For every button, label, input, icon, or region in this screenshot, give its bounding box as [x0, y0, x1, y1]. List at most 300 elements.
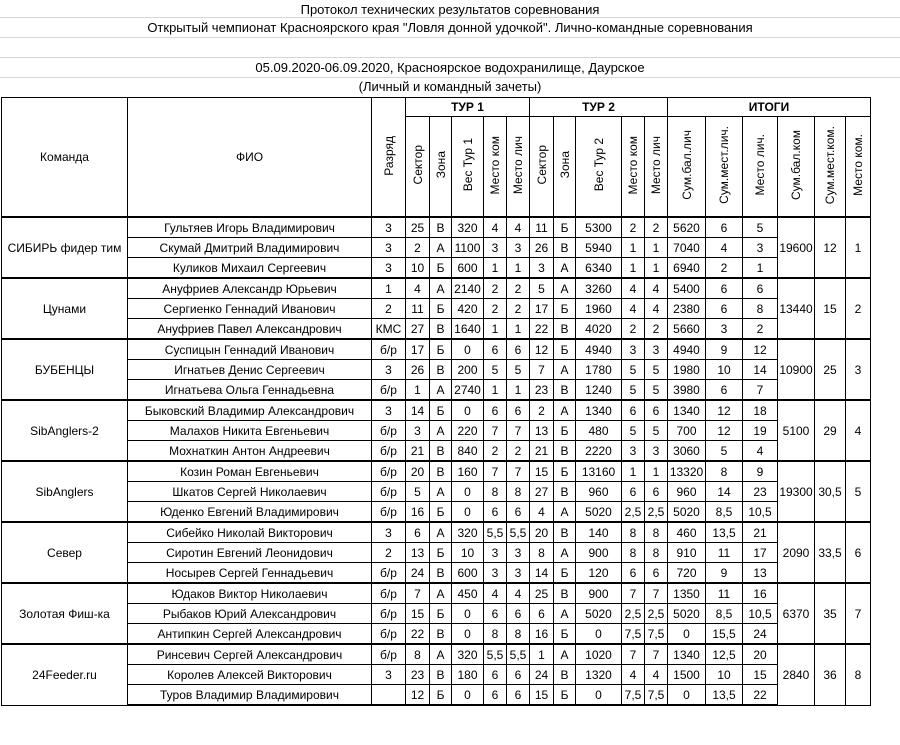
zone1-cell[interactable]: Б: [430, 604, 452, 624]
weight2-cell[interactable]: 5300: [576, 217, 622, 238]
weight2-cell[interactable]: 1960: [576, 299, 622, 319]
athlete-name-cell[interactable]: Гультяев Игорь Владимирович: [128, 217, 372, 238]
col-teampts-header[interactable]: Сум.бал.ком: [778, 117, 815, 218]
zone2-cell[interactable]: В: [554, 238, 576, 258]
place1-cell[interactable]: 7: [507, 421, 530, 441]
teamplace2-cell[interactable]: 1: [622, 461, 645, 482]
rank-cell[interactable]: б/р: [372, 502, 406, 523]
teamplace2-cell[interactable]: 8: [622, 543, 645, 563]
team-name-cell[interactable]: СИБИРЬ фидер тим: [2, 217, 128, 278]
place-cell[interactable]: 17: [743, 543, 778, 563]
zone2-cell[interactable]: В: [554, 319, 576, 340]
col-place2-header[interactable]: Место лич: [645, 117, 668, 218]
team-name-cell[interactable]: Цунами: [2, 278, 128, 339]
zone2-cell[interactable]: Б: [554, 299, 576, 319]
place1-cell[interactable]: 3: [507, 543, 530, 563]
sum-points-cell[interactable]: 1980: [668, 360, 706, 380]
place1-cell[interactable]: 8: [507, 482, 530, 502]
rank-cell[interactable]: 3: [372, 238, 406, 258]
weight2-cell[interactable]: 5020: [576, 502, 622, 523]
athlete-name-cell[interactable]: Быковский Владимир Александрович: [128, 400, 372, 421]
place-cell[interactable]: 2: [743, 319, 778, 340]
place2-cell[interactable]: 2,5: [645, 604, 668, 624]
team-points-cell[interactable]: 19600: [778, 217, 815, 278]
athlete-name-cell[interactable]: Юденко Евгений Владимирович: [128, 502, 372, 523]
weight1-cell[interactable]: 0: [452, 502, 484, 523]
col-placeind-header[interactable]: Место лич.: [743, 117, 778, 218]
weight2-cell[interactable]: 480: [576, 421, 622, 441]
sum-places-cell[interactable]: 14: [706, 482, 743, 502]
sum-points-cell[interactable]: 5400: [668, 278, 706, 299]
place2-cell[interactable]: 6: [645, 400, 668, 421]
place1-cell[interactable]: 2: [507, 299, 530, 319]
place1-cell[interactable]: 6: [507, 685, 530, 706]
teamplace2-cell[interactable]: 2,5: [622, 502, 645, 523]
place1-cell[interactable]: 5: [507, 360, 530, 380]
zone2-cell[interactable]: А: [554, 400, 576, 421]
rank-cell[interactable]: б/р: [372, 604, 406, 624]
zone2-cell[interactable]: А: [554, 604, 576, 624]
weight1-cell[interactable]: 0: [452, 482, 484, 502]
teamplace1-cell[interactable]: 6: [484, 339, 507, 360]
zone2-cell[interactable]: А: [554, 502, 576, 523]
place-cell[interactable]: 14: [743, 360, 778, 380]
sector1-cell[interactable]: 20: [406, 461, 430, 482]
teamplace1-cell[interactable]: 1: [484, 319, 507, 340]
sum-points-cell[interactable]: 1350: [668, 583, 706, 604]
team-name-cell[interactable]: БУБЕНЦЫ: [2, 339, 128, 400]
zone1-cell[interactable]: А: [430, 522, 452, 543]
team-place-cell[interactable]: 8: [846, 644, 871, 705]
sector2-cell[interactable]: 27: [530, 482, 554, 502]
teamplace1-cell[interactable]: 8: [484, 482, 507, 502]
teamplace1-cell[interactable]: 5,5: [484, 522, 507, 543]
place1-cell[interactable]: 1: [507, 319, 530, 340]
team-points-cell[interactable]: 10900: [778, 339, 815, 400]
place1-cell[interactable]: 3: [507, 563, 530, 584]
place-cell[interactable]: 10,5: [743, 604, 778, 624]
weight1-cell[interactable]: 0: [452, 685, 484, 706]
zone1-cell[interactable]: В: [430, 665, 452, 685]
rank-cell[interactable]: [372, 685, 406, 706]
sum-places-cell[interactable]: 6: [706, 217, 743, 238]
teamplace2-cell[interactable]: 8: [622, 522, 645, 543]
weight1-cell[interactable]: 180: [452, 665, 484, 685]
sum-places-cell[interactable]: 6: [706, 278, 743, 299]
zone1-cell[interactable]: Б: [430, 299, 452, 319]
zone1-cell[interactable]: Б: [430, 502, 452, 523]
weight2-cell[interactable]: 1320: [576, 665, 622, 685]
place2-cell[interactable]: 7: [645, 644, 668, 665]
sector2-cell[interactable]: 12: [530, 339, 554, 360]
championship-title[interactable]: Открытый чемпионат Красноярского края "Ловля донной удочкой". Лично-командные соревнования: [147, 20, 753, 35]
weight1-cell[interactable]: 600: [452, 258, 484, 279]
sum-points-cell[interactable]: 0: [668, 685, 706, 706]
sector1-cell[interactable]: 8: [406, 644, 430, 665]
sum-points-cell[interactable]: 13320: [668, 461, 706, 482]
sum-points-cell[interactable]: 1500: [668, 665, 706, 685]
zone2-cell[interactable]: А: [554, 644, 576, 665]
zone1-cell[interactable]: В: [430, 441, 452, 462]
place2-cell[interactable]: 8: [645, 522, 668, 543]
team-places-cell[interactable]: 15: [815, 278, 846, 339]
teamplace1-cell[interactable]: 2: [484, 299, 507, 319]
teamplace2-cell[interactable]: 6: [622, 563, 645, 584]
rank-cell[interactable]: б/р: [372, 644, 406, 665]
zone2-cell[interactable]: Б: [554, 563, 576, 584]
weight1-cell[interactable]: 0: [452, 624, 484, 645]
rank-cell[interactable]: б/р: [372, 421, 406, 441]
rank-cell[interactable]: б/р: [372, 583, 406, 604]
place1-cell[interactable]: 6: [507, 604, 530, 624]
sector2-cell[interactable]: 23: [530, 380, 554, 401]
athlete-name-cell[interactable]: Игнатьев Денис Сергеевич: [128, 360, 372, 380]
sum-places-cell[interactable]: 12: [706, 421, 743, 441]
teamplace1-cell[interactable]: 4: [484, 583, 507, 604]
sum-points-cell[interactable]: 460: [668, 522, 706, 543]
place2-cell[interactable]: 5: [645, 421, 668, 441]
team-places-cell[interactable]: 25: [815, 339, 846, 400]
zone1-cell[interactable]: В: [430, 217, 452, 238]
sector2-cell[interactable]: 5: [530, 278, 554, 299]
col-teamplace2-header[interactable]: Место ком: [622, 117, 645, 218]
teamplace2-cell[interactable]: 1: [622, 238, 645, 258]
sector2-cell[interactable]: 8: [530, 543, 554, 563]
team-points-cell[interactable]: 19300: [778, 461, 815, 522]
team-place-cell[interactable]: 5: [846, 461, 871, 522]
sector2-cell[interactable]: 3: [530, 258, 554, 279]
sector2-cell[interactable]: 14: [530, 563, 554, 584]
col-zone2-header[interactable]: Зона: [554, 117, 576, 218]
tour2-header[interactable]: ТУР 2: [530, 98, 668, 117]
place-cell[interactable]: 23: [743, 482, 778, 502]
team-place-cell[interactable]: 7: [846, 583, 871, 644]
sector1-cell[interactable]: 10: [406, 258, 430, 279]
weight2-cell[interactable]: 4020: [576, 319, 622, 340]
totals-header[interactable]: ИТОГИ: [668, 98, 871, 117]
place2-cell[interactable]: 8: [645, 543, 668, 563]
sum-places-cell[interactable]: 11: [706, 543, 743, 563]
zone2-cell[interactable]: Б: [554, 685, 576, 706]
teamplace2-cell[interactable]: 4: [622, 665, 645, 685]
team-places-cell[interactable]: 35: [815, 583, 846, 644]
team-points-cell[interactable]: 13440: [778, 278, 815, 339]
zone2-cell[interactable]: В: [554, 380, 576, 401]
sector1-cell[interactable]: 12: [406, 685, 430, 706]
sum-points-cell[interactable]: 5020: [668, 604, 706, 624]
zone1-cell[interactable]: Б: [430, 685, 452, 706]
place1-cell[interactable]: 8: [507, 624, 530, 645]
weight1-cell[interactable]: 10: [452, 543, 484, 563]
place-cell[interactable]: 15: [743, 665, 778, 685]
teamplace1-cell[interactable]: 6: [484, 685, 507, 706]
rank-cell[interactable]: 3: [372, 258, 406, 279]
team-place-cell[interactable]: 1: [846, 217, 871, 278]
sector2-cell[interactable]: 15: [530, 685, 554, 706]
col-sector1-header[interactable]: Сектор: [406, 117, 430, 218]
sector1-cell[interactable]: 17: [406, 339, 430, 360]
zone2-cell[interactable]: В: [554, 441, 576, 462]
sum-points-cell[interactable]: 910: [668, 543, 706, 563]
weight2-cell[interactable]: 1240: [576, 380, 622, 401]
zone1-cell[interactable]: В: [430, 360, 452, 380]
weight1-cell[interactable]: 1640: [452, 319, 484, 340]
weight1-cell[interactable]: 200: [452, 360, 484, 380]
sum-places-cell[interactable]: 8,5: [706, 502, 743, 523]
zone2-cell[interactable]: В: [554, 482, 576, 502]
athlete-name-cell[interactable]: Малахов Никита Евгеньевич: [128, 421, 372, 441]
teamplace2-cell[interactable]: 7: [622, 583, 645, 604]
athlete-name-cell[interactable]: Шкатов Сергей Николаевич: [128, 482, 372, 502]
athlete-name-cell[interactable]: Антипкин Сергей Александрович: [128, 624, 372, 645]
team-name-cell[interactable]: Золотая Фиш-ка: [2, 583, 128, 644]
sum-places-cell[interactable]: 13,5: [706, 522, 743, 543]
sum-points-cell[interactable]: 5660: [668, 319, 706, 340]
place1-cell[interactable]: 2: [507, 278, 530, 299]
athlete-name-cell[interactable]: Скумай Дмитрий Владимирович: [128, 238, 372, 258]
athlete-name-cell[interactable]: Козин Роман Евгеньевич: [128, 461, 372, 482]
sector1-cell[interactable]: 6: [406, 522, 430, 543]
sector2-cell[interactable]: 11: [530, 217, 554, 238]
athlete-name-cell[interactable]: Сиротин Евгений Леонидович: [128, 543, 372, 563]
place1-cell[interactable]: 1: [507, 380, 530, 401]
weight2-cell[interactable]: 5020: [576, 604, 622, 624]
sector1-cell[interactable]: 11: [406, 299, 430, 319]
weight2-cell[interactable]: 140: [576, 522, 622, 543]
weight2-cell[interactable]: 5940: [576, 238, 622, 258]
rank-cell[interactable]: б/р: [372, 441, 406, 462]
place1-cell[interactable]: 3: [507, 238, 530, 258]
sector2-cell[interactable]: 7: [530, 360, 554, 380]
place2-cell[interactable]: 5: [645, 380, 668, 401]
col-name-header[interactable]: ФИО: [128, 98, 372, 218]
sector1-cell[interactable]: 1: [406, 380, 430, 401]
sector1-cell[interactable]: 16: [406, 502, 430, 523]
teamplace2-cell[interactable]: 1: [622, 258, 645, 279]
zone2-cell[interactable]: В: [554, 665, 576, 685]
place1-cell[interactable]: 1: [507, 258, 530, 279]
sector2-cell[interactable]: 17: [530, 299, 554, 319]
sector1-cell[interactable]: 7: [406, 583, 430, 604]
weight2-cell[interactable]: 960: [576, 482, 622, 502]
rank-cell[interactable]: б/р: [372, 461, 406, 482]
sum-places-cell[interactable]: 8: [706, 461, 743, 482]
team-points-cell[interactable]: 2840: [778, 644, 815, 705]
weight2-cell[interactable]: 1780: [576, 360, 622, 380]
weight2-cell[interactable]: 0: [576, 624, 622, 645]
teamplace2-cell[interactable]: 7: [622, 644, 645, 665]
weight2-cell[interactable]: 3260: [576, 278, 622, 299]
weight2-cell[interactable]: 2220: [576, 441, 622, 462]
weight1-cell[interactable]: 320: [452, 217, 484, 238]
col-sumpts-header[interactable]: Сум.бал.лич: [668, 117, 706, 218]
place1-cell[interactable]: 5,5: [507, 644, 530, 665]
sum-places-cell[interactable]: 6: [706, 299, 743, 319]
date-location[interactable]: 05.09.2020-06.09.2020, Красноярское водохранилище, Даурское: [255, 60, 645, 75]
sum-points-cell[interactable]: 0: [668, 624, 706, 645]
place-cell[interactable]: 4: [743, 441, 778, 462]
zone1-cell[interactable]: В: [430, 319, 452, 340]
teamplace1-cell[interactable]: 3: [484, 543, 507, 563]
sum-points-cell[interactable]: 3060: [668, 441, 706, 462]
team-name-cell[interactable]: 24Feeder.ru: [2, 644, 128, 705]
place2-cell[interactable]: 6: [645, 563, 668, 584]
team-place-cell[interactable]: 2: [846, 278, 871, 339]
weight1-cell[interactable]: 220: [452, 421, 484, 441]
weight2-cell[interactable]: 1340: [576, 400, 622, 421]
place2-cell[interactable]: 5: [645, 360, 668, 380]
sum-points-cell[interactable]: 5020: [668, 502, 706, 523]
sector2-cell[interactable]: 26: [530, 238, 554, 258]
sector1-cell[interactable]: 4: [406, 278, 430, 299]
rank-cell[interactable]: б/р: [372, 339, 406, 360]
team-points-cell[interactable]: 6370: [778, 583, 815, 644]
col-sector2-header[interactable]: Сектор: [530, 117, 554, 218]
sector2-cell[interactable]: 2: [530, 400, 554, 421]
weight1-cell[interactable]: 320: [452, 522, 484, 543]
team-name-cell[interactable]: SibAnglers: [2, 461, 128, 522]
zone1-cell[interactable]: А: [430, 238, 452, 258]
teamplace2-cell[interactable]: 5: [622, 380, 645, 401]
teamplace1-cell[interactable]: 6: [484, 400, 507, 421]
col-sumplaces-header[interactable]: Сум.мест.лич.: [706, 117, 743, 218]
athlete-name-cell[interactable]: Сибейко Николай Викторович: [128, 522, 372, 543]
athlete-name-cell[interactable]: Ануфриев Александр Юрьевич: [128, 278, 372, 299]
teamplace1-cell[interactable]: 3: [484, 238, 507, 258]
weight1-cell[interactable]: 1100: [452, 238, 484, 258]
sum-points-cell[interactable]: 1340: [668, 400, 706, 421]
col-zone1-header[interactable]: Зона: [430, 117, 452, 218]
sum-places-cell[interactable]: 10: [706, 665, 743, 685]
weight2-cell[interactable]: 900: [576, 543, 622, 563]
teamplace2-cell[interactable]: 6: [622, 482, 645, 502]
col-weight1-header[interactable]: Вес Тур 1: [452, 117, 484, 218]
zone1-cell[interactable]: Б: [430, 400, 452, 421]
sum-places-cell[interactable]: 12: [706, 400, 743, 421]
athlete-name-cell[interactable]: Куликов Михаил Сергеевич: [128, 258, 372, 279]
col-teamplaces-header[interactable]: Сум.мест.ком.: [815, 117, 846, 218]
col-rank-header[interactable]: Разряд: [372, 98, 406, 218]
weight1-cell[interactable]: 320: [452, 644, 484, 665]
place2-cell[interactable]: 6: [645, 482, 668, 502]
col-team-header[interactable]: Команда: [2, 98, 128, 218]
weight1-cell[interactable]: 2740: [452, 380, 484, 401]
teamplace1-cell[interactable]: 7: [484, 461, 507, 482]
teamplace2-cell[interactable]: 4: [622, 278, 645, 299]
teamplace1-cell[interactable]: 6: [484, 604, 507, 624]
rank-cell[interactable]: 2: [372, 543, 406, 563]
teamplace1-cell[interactable]: 4: [484, 217, 507, 238]
zone2-cell[interactable]: Б: [554, 217, 576, 238]
weight2-cell[interactable]: 1020: [576, 644, 622, 665]
sector1-cell[interactable]: 5: [406, 482, 430, 502]
sum-points-cell[interactable]: 3980: [668, 380, 706, 401]
place2-cell[interactable]: 7,5: [645, 685, 668, 706]
place-cell[interactable]: 7: [743, 380, 778, 401]
sector1-cell[interactable]: 15: [406, 604, 430, 624]
sector1-cell[interactable]: 13: [406, 543, 430, 563]
sum-places-cell[interactable]: 9: [706, 339, 743, 360]
zone1-cell[interactable]: А: [430, 644, 452, 665]
place2-cell[interactable]: 4: [645, 299, 668, 319]
place-cell[interactable]: 22: [743, 685, 778, 706]
teamplace1-cell[interactable]: 5: [484, 360, 507, 380]
place-cell[interactable]: 20: [743, 644, 778, 665]
zone1-cell[interactable]: А: [430, 278, 452, 299]
teamplace1-cell[interactable]: 8: [484, 624, 507, 645]
rank-cell[interactable]: 3: [372, 360, 406, 380]
place-cell[interactable]: 12: [743, 339, 778, 360]
rank-cell[interactable]: б/р: [372, 624, 406, 645]
team-places-cell[interactable]: 33,5: [815, 522, 846, 583]
team-places-cell[interactable]: 36: [815, 644, 846, 705]
col-weight2-header[interactable]: Вес Тур 2: [576, 117, 622, 218]
rank-cell[interactable]: 2: [372, 299, 406, 319]
sum-places-cell[interactable]: 13,5: [706, 685, 743, 706]
place2-cell[interactable]: 1: [645, 258, 668, 279]
team-places-cell[interactable]: 12: [815, 217, 846, 278]
place2-cell[interactable]: 2: [645, 319, 668, 340]
teamplace1-cell[interactable]: 5,5: [484, 644, 507, 665]
zone1-cell[interactable]: В: [430, 563, 452, 584]
zone2-cell[interactable]: А: [554, 543, 576, 563]
sector2-cell[interactable]: 15: [530, 461, 554, 482]
sum-places-cell[interactable]: 5: [706, 441, 743, 462]
athlete-name-cell[interactable]: Юдаков Виктор Николаевич: [128, 583, 372, 604]
sum-places-cell[interactable]: 6: [706, 380, 743, 401]
zone2-cell[interactable]: А: [554, 360, 576, 380]
place-cell[interactable]: 10,5: [743, 502, 778, 523]
sector2-cell[interactable]: 4: [530, 502, 554, 523]
weight1-cell[interactable]: 0: [452, 400, 484, 421]
weight1-cell[interactable]: 840: [452, 441, 484, 462]
rank-cell[interactable]: б/р: [372, 482, 406, 502]
zone2-cell[interactable]: Б: [554, 339, 576, 360]
place2-cell[interactable]: 2,5: [645, 502, 668, 523]
teamplace2-cell[interactable]: 3: [622, 441, 645, 462]
weight2-cell[interactable]: 6340: [576, 258, 622, 279]
sector1-cell[interactable]: 23: [406, 665, 430, 685]
zone2-cell[interactable]: А: [554, 258, 576, 279]
place2-cell[interactable]: 1: [645, 238, 668, 258]
teamplace1-cell[interactable]: 1: [484, 258, 507, 279]
team-points-cell[interactable]: 2090: [778, 522, 815, 583]
rank-cell[interactable]: 3: [372, 217, 406, 238]
weight2-cell[interactable]: 900: [576, 583, 622, 604]
sector1-cell[interactable]: 2: [406, 238, 430, 258]
sector2-cell[interactable]: 1: [530, 644, 554, 665]
weight2-cell[interactable]: 120: [576, 563, 622, 584]
tour1-header[interactable]: ТУР 1: [406, 98, 530, 117]
zone1-cell[interactable]: В: [430, 461, 452, 482]
rank-cell[interactable]: б/р: [372, 380, 406, 401]
rank-cell[interactable]: 1: [372, 278, 406, 299]
zone2-cell[interactable]: Б: [554, 461, 576, 482]
scoring-type[interactable]: (Личный и командный зачеты): [358, 79, 542, 94]
sum-places-cell[interactable]: 12,5: [706, 644, 743, 665]
col-teamplace1-header[interactable]: Место ком: [484, 117, 507, 218]
place-cell[interactable]: 24: [743, 624, 778, 645]
sector2-cell[interactable]: 6: [530, 604, 554, 624]
sum-places-cell[interactable]: 8,5: [706, 604, 743, 624]
teamplace1-cell[interactable]: 3: [484, 563, 507, 584]
sector2-cell[interactable]: 25: [530, 583, 554, 604]
team-place-cell[interactable]: 6: [846, 522, 871, 583]
athlete-name-cell[interactable]: Суспицын Геннадий Иванович: [128, 339, 372, 360]
zone1-cell[interactable]: Б: [430, 543, 452, 563]
place1-cell[interactable]: 4: [507, 583, 530, 604]
place-cell[interactable]: 6: [743, 278, 778, 299]
